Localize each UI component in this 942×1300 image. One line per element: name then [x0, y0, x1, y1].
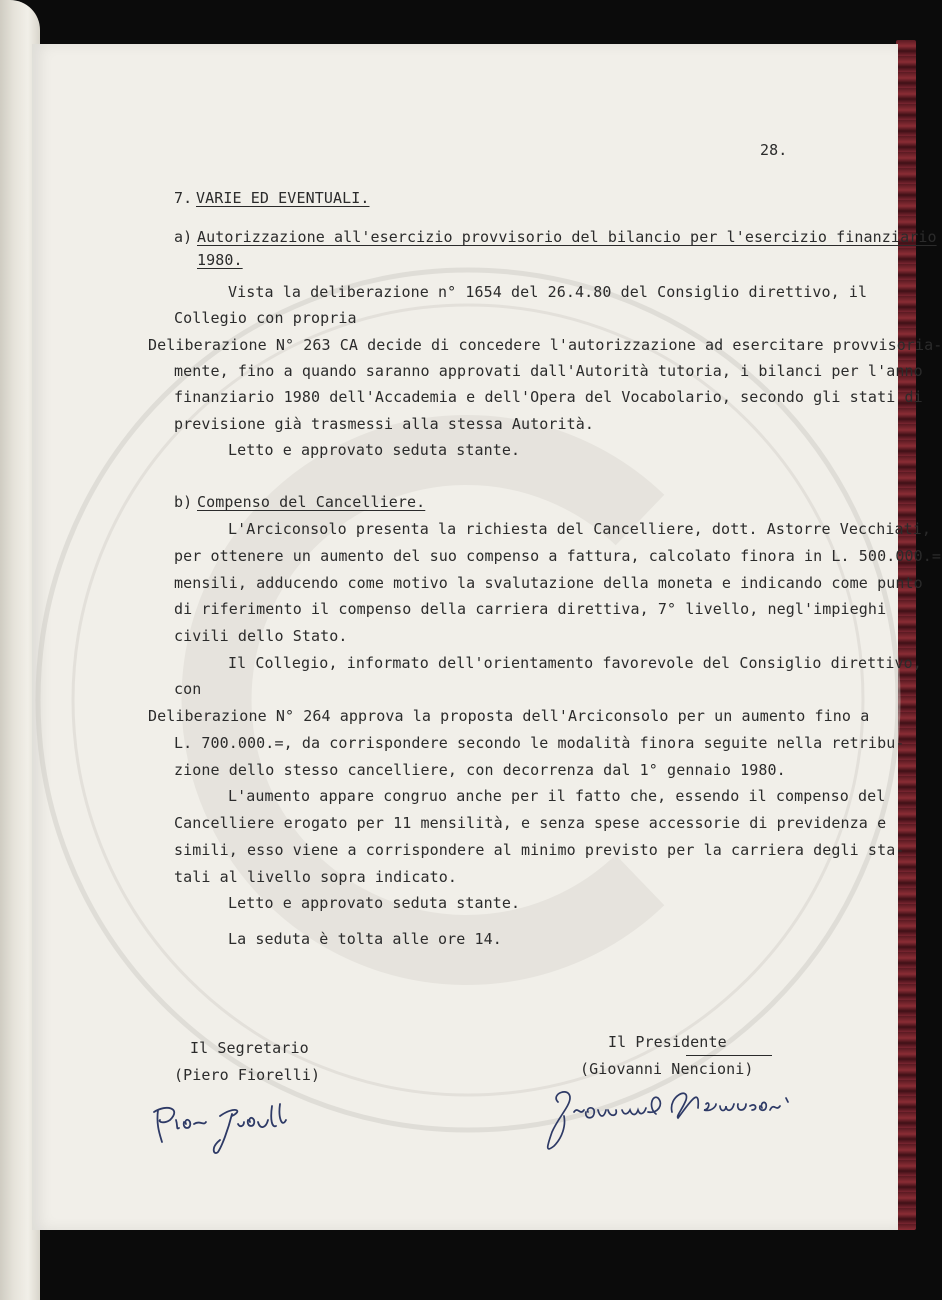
secretary-role: Il Segretario — [190, 1039, 309, 1057]
item-a-title-cont: 1980. — [197, 251, 243, 269]
president-role: Il Presidente — [608, 1033, 727, 1051]
secretary-signature — [148, 1090, 298, 1160]
document-page — [32, 44, 898, 1230]
paragraph-line: Vista la deliberazione n° 1654 del 26.4.80 del Consiglio direttivo, il — [228, 283, 868, 301]
approval-line: Letto e approvato seduta stante. — [228, 441, 521, 459]
page-number: 28. — [760, 141, 788, 159]
section-title: VARIE ED EVENTUALI. — [196, 189, 370, 207]
closing-line: La seduta è tolta alle ore 14. — [228, 930, 502, 948]
paragraph-line: Collegio con propria — [174, 309, 357, 327]
item-a-title: Autorizzazione all'esercizio provvisorio del bilancio per l'esercizio finanziario — [197, 228, 937, 246]
paragraph-line: zione dello stesso cancelliere, con decorrenza dal 1° gennaio 1980. — [174, 761, 786, 779]
paragraph-line: L. 700.000.=, da corrispondere secondo le modalità finora seguite nella retribu- — [174, 734, 905, 752]
paragraph-line: per ottenere un aumento del suo compenso a fattura, calcolato finora in L. 500.000.= — [174, 547, 941, 565]
paragraph-line: tali al livello sopra indicato. — [174, 868, 458, 886]
paragraph-line: di riferimento il compenso della carriera direttiva, 7° livello, negl'impieghi — [174, 600, 887, 618]
paragraph-line: previsione già trasmessi alla stessa Autorità. — [174, 415, 595, 433]
paragraph-line: simili, esso viene a corrispondere al minimo previsto per la carriera degli sta- — [174, 841, 905, 859]
secretary-name: (Piero Fiorelli) — [174, 1066, 321, 1084]
paragraph-line: Cancelliere erogato per 11 mensilità, e senza spese accessorie di previdenza e — [174, 814, 887, 832]
item-a-marker: a) — [174, 228, 193, 246]
section-number: 7. — [174, 189, 193, 207]
paragraph-line: civili dello Stato. — [174, 627, 348, 645]
paragraph-line: Il Collegio, informato dell'orientamento favorevole del Consiglio direttivo, — [228, 654, 922, 672]
signature-rule — [686, 1055, 772, 1056]
president-signature — [540, 1072, 810, 1162]
paragraph-line: con — [174, 680, 202, 698]
paragraph-line: mensili, adducendo come motivo la svalutazione della moneta e indicando come punto — [174, 574, 923, 592]
paragraph-line: L'aumento appare congruo anche per il fatto che, essendo il compenso del — [228, 787, 886, 805]
paragraph-line: mente, fino a quando saranno approvati dall'Autorità tutoria, i bilanci per l'anno — [174, 362, 923, 380]
approval-line: Letto e approvato seduta stante. — [228, 894, 521, 912]
book-binding — [896, 40, 916, 1230]
paragraph-line: finanziario 1980 dell'Accademia e dell'Opera del Vocabolario, secondo gli stati di — [174, 388, 923, 406]
item-b-marker: b) — [174, 493, 193, 511]
deliberation-line: Deliberazione N° 263 CA decide di concedere l'autorizzazione ad esercitare provvisoria- — [148, 336, 942, 354]
paragraph-line: L'Arciconsolo presenta la richiesta del Cancelliere, dott. Astorre Vecchiati, — [228, 520, 932, 538]
deliberation-line: Deliberazione N° 264 approva la proposta dell'Arciconsolo per un aumento fino a — [148, 707, 870, 725]
president-name: (Giovanni Nencioni) — [580, 1060, 754, 1078]
item-b-title: Compenso del Cancelliere. — [197, 493, 426, 511]
